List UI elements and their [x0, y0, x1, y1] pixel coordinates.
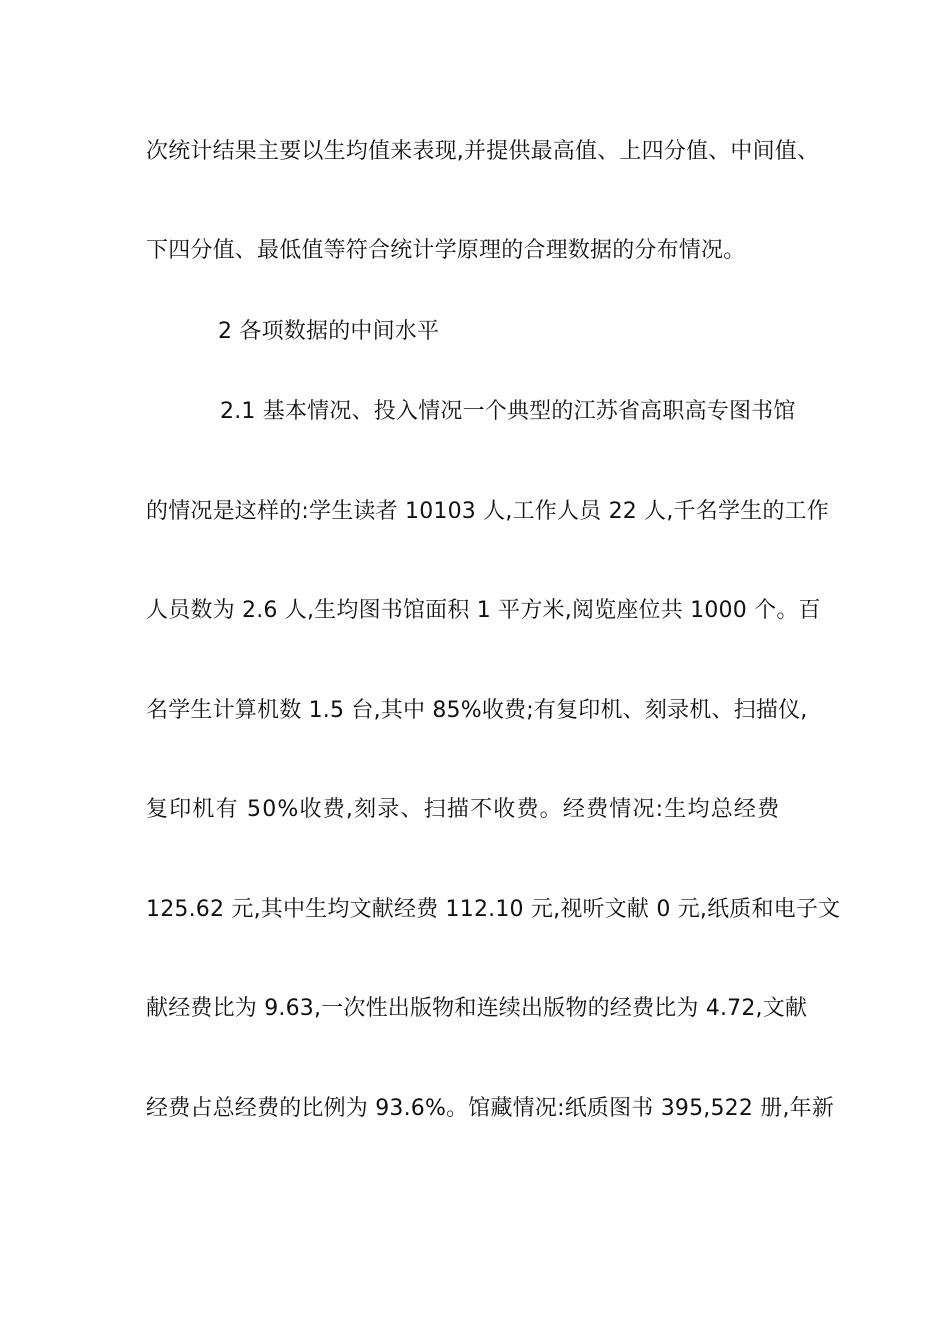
text-line-5: 的情况是这样的:学生读者 10103 人,工作人员 22 人,千名学生的工作 [146, 499, 829, 524]
text-line-6: 人员数为 2.6 人,生均图书馆面积 1 平方米,阅览座位共 1000 个。百 [146, 598, 821, 623]
text-line-11: 经费占总经费的比例为 93.6%。馆藏情况:纸质图书 395,522 册,年新 [146, 1096, 835, 1121]
text-line-9: 125.62 元,其中生均文献经费 112.10 元,视听文献 0 元,纸质和电子文 [146, 897, 841, 922]
text-line-2: 下四分值、最低值等符合统计学原理的合理数据的分布情况。 [146, 238, 746, 263]
text-line-1: 次统计结果主要以生均值来表现,并提供最高值、上四分值、中间值、 [146, 139, 820, 164]
text-line-7: 名学生计算机数 1.5 台,其中 85%收费;有复印机、刻录机、扫描仪, [146, 698, 808, 723]
text-line-10: 献经费比为 9.63,一次性出版物和连续出版物的经费比为 4.72,文献 [146, 996, 808, 1021]
subsection-heading-line: 2.1 基本情况、投入情况一个典型的江苏省高职高专图书馆 [220, 399, 796, 424]
section-heading: 2 各项数据的中间水平 [218, 319, 440, 344]
text-line-8: 复印机有 50%收费,刻录、扫描不收费。经费情况:生均总经费 [146, 797, 781, 822]
